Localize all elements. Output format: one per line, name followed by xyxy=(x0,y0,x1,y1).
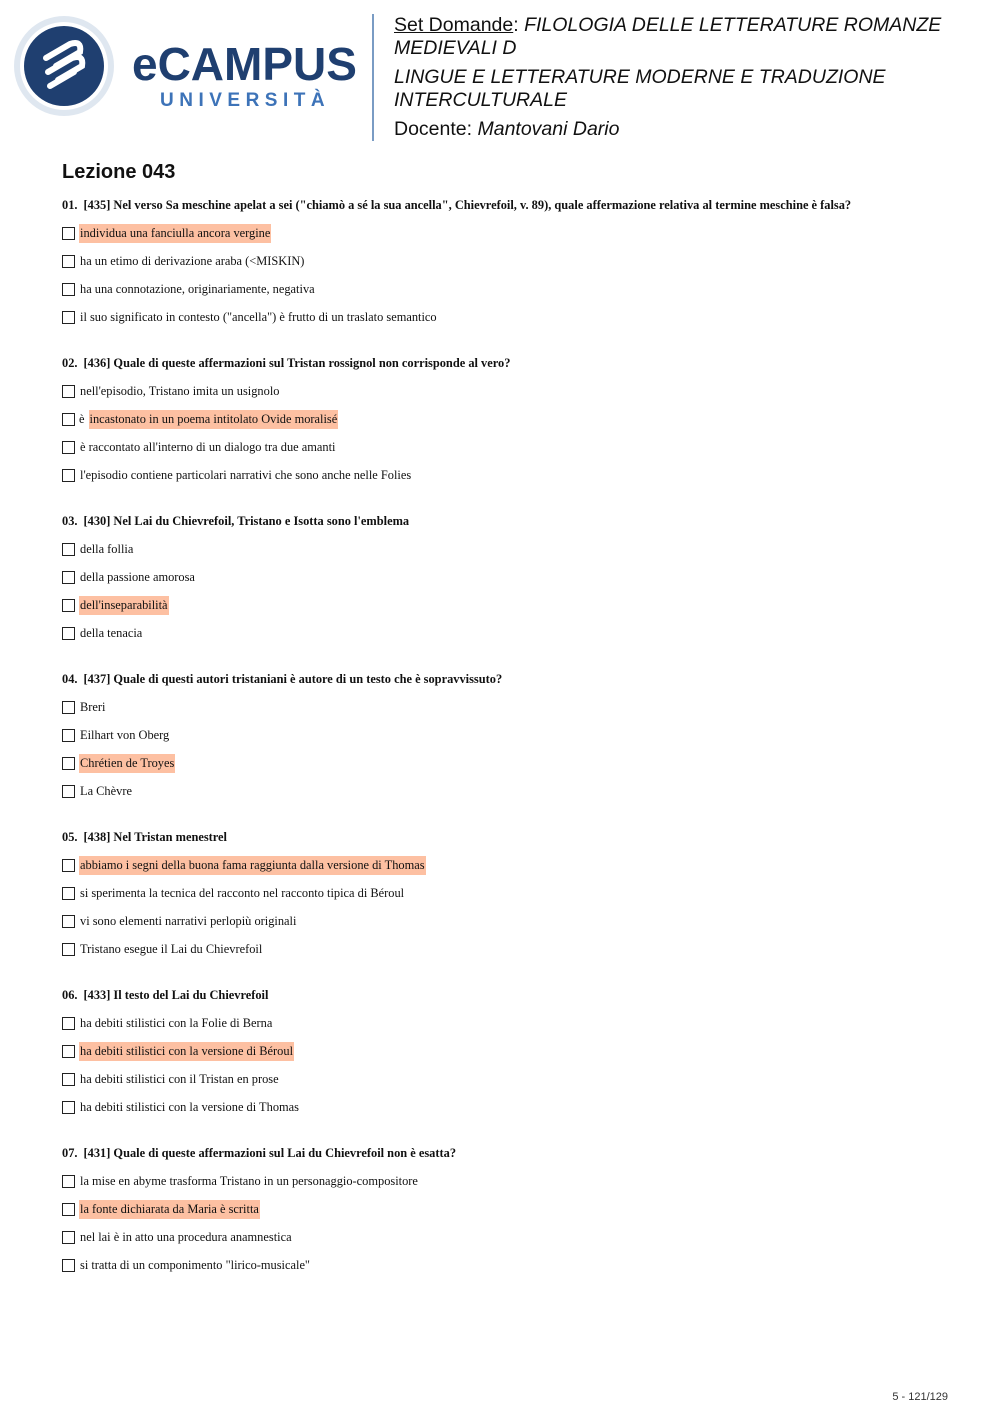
answer-option[interactable] xyxy=(62,619,962,647)
answer-option[interactable] xyxy=(62,461,962,489)
question-block xyxy=(62,670,962,805)
answer-text: il suo significato in contesto ("ancella") è frutto di un traslato semantico xyxy=(80,309,437,324)
ecampus-logo xyxy=(14,14,359,118)
degree-title-cont: INTERCULTURALE xyxy=(394,89,567,111)
question-label: [435] Nel verso Sa meschine apelat a sei ("chiamò a sé la sua ancella", Chievrefoil, v. 89), quale affermazione relativa al termine meschine è falsa? xyxy=(83,198,852,212)
answer-checkbox[interactable] xyxy=(62,571,75,584)
answer-option[interactable] xyxy=(62,1251,962,1279)
question-number: 06. xyxy=(62,988,78,1002)
answer-text: è raccontato all'interno di un dialogo tra due amanti xyxy=(80,439,336,454)
answer-text-highlighted: individua una fanciulla ancora vergine xyxy=(79,224,271,243)
answer-option[interactable] xyxy=(62,749,962,777)
question-label: [430] Nel Lai du Chievrefoil, Tristano e Isotta sono l'emblema xyxy=(83,514,410,528)
question-text xyxy=(62,828,962,846)
answer-text: ha un etimo di derivazione araba (<MISKIN) xyxy=(80,253,305,268)
answer-checkbox[interactable] xyxy=(62,543,75,556)
answer-text: della follia xyxy=(80,541,134,556)
answer-option[interactable] xyxy=(62,777,962,805)
answer-option[interactable] xyxy=(62,433,962,461)
answer-checkbox[interactable] xyxy=(62,413,75,426)
header-divider xyxy=(372,14,374,141)
course-title-cont: MEDIEVALI D xyxy=(394,37,517,59)
svg-text:UNIVERSITÀ: UNIVERSITÀ xyxy=(160,90,331,111)
lesson-title: Lezione 043 xyxy=(62,161,176,183)
answer-checkbox[interactable] xyxy=(62,1073,75,1086)
answer-option[interactable] xyxy=(62,247,962,275)
svg-text:eCAMPUS: eCAMPUS xyxy=(132,38,357,90)
answer-option[interactable] xyxy=(62,851,962,879)
answer-checkbox[interactable] xyxy=(62,385,75,398)
question-list xyxy=(62,196,962,1302)
answer-checkbox[interactable] xyxy=(62,311,75,324)
course-title: FILOLOGIA DELLE LETTERATURE ROMANZE xyxy=(524,14,942,36)
answer-text-highlighted: incastonato in un poema intitolato Ovide moralisé xyxy=(89,410,339,429)
answer-text: nel lai è in atto una procedura anamnestica xyxy=(80,1229,292,1244)
answer-checkbox[interactable] xyxy=(62,729,75,742)
answer-text-highlighted: la fonte dichiarata da Maria è scritta xyxy=(79,1200,260,1219)
docente-label: Docente: xyxy=(394,118,473,140)
page-number: 5 - 121/129 xyxy=(892,1391,948,1403)
answer-option[interactable] xyxy=(62,1009,962,1037)
answer-option[interactable] xyxy=(62,591,962,619)
answer-text: La Chèvre xyxy=(80,783,132,798)
answer-checkbox[interactable] xyxy=(62,887,75,900)
answer-text: la mise en abyme trasforma Tristano in un personaggio-compositore xyxy=(80,1173,418,1188)
question-label: [437] Quale di questi autori tristaniani è autore di un testo che è sopravvissuto? xyxy=(83,672,503,686)
question-number: 04. xyxy=(62,672,78,686)
answer-text: nell'episodio, Tristano imita un usignolo xyxy=(80,383,280,398)
question-number: 05. xyxy=(62,830,78,844)
answer-checkbox[interactable] xyxy=(62,255,75,268)
answer-option[interactable] xyxy=(62,693,962,721)
question-label: [431] Quale di queste affermazioni sul Lai du Chievrefoil non è esatta? xyxy=(83,1146,457,1160)
answer-checkbox[interactable] xyxy=(62,599,75,612)
docente-name: Mantovani Dario xyxy=(477,118,620,140)
answer-text: si tratta di un componimento "lirico-musicale" xyxy=(80,1257,310,1272)
answer-checkbox[interactable] xyxy=(62,915,75,928)
answer-checkbox[interactable] xyxy=(62,943,75,956)
answer-option[interactable] xyxy=(62,1195,962,1223)
question-block xyxy=(62,828,962,963)
document-header: Set Domande: FILOLOGIA DELLE LETTERATURE ROMANZE MEDIEVALI D LINGUE E LETTERATURE MODERNE E TRADUZIONE INTERCULTURALE Docente: Mantovani Dario xyxy=(394,14,974,141)
question-block xyxy=(62,1144,962,1279)
answer-checkbox[interactable] xyxy=(62,1231,75,1244)
answer-option[interactable] xyxy=(62,1093,962,1121)
answer-text: ha debiti stilistici con il Tristan en prose xyxy=(80,1071,279,1086)
answer-checkbox[interactable] xyxy=(62,1101,75,1114)
question-block xyxy=(62,986,962,1121)
question-number: 07. xyxy=(62,1146,78,1160)
question-number: 01. xyxy=(62,198,78,212)
answer-text-highlighted: dell'inseparabilità xyxy=(79,596,169,615)
answer-checkbox[interactable] xyxy=(62,1203,75,1216)
question-block xyxy=(62,512,962,647)
question-block xyxy=(62,354,962,489)
answer-text: della tenacia xyxy=(80,625,143,640)
answer-checkbox[interactable] xyxy=(62,1017,75,1030)
answer-option[interactable] xyxy=(62,405,962,433)
answer-checkbox[interactable] xyxy=(62,1045,75,1058)
answer-checkbox[interactable] xyxy=(62,227,75,240)
answer-option[interactable] xyxy=(62,1065,962,1093)
answer-option[interactable] xyxy=(62,1167,962,1195)
answer-text-highlighted: ha debiti stilistici con la versione di Béroul xyxy=(79,1042,294,1061)
answer-option[interactable] xyxy=(62,535,962,563)
question-text xyxy=(62,670,962,688)
question-block xyxy=(62,196,962,331)
answer-checkbox[interactable] xyxy=(62,701,75,714)
answer-text: ha debiti stilistici con la versione di Thomas xyxy=(80,1099,299,1114)
answer-text: ha debiti stilistici con la Folie di Berna xyxy=(80,1015,273,1030)
question-label: [436] Quale di queste affermazioni sul Tristan rossignol non corrisponde al vero? xyxy=(83,356,511,370)
answer-option[interactable] xyxy=(62,721,962,749)
answer-checkbox[interactable] xyxy=(62,283,75,296)
answer-checkbox[interactable] xyxy=(62,627,75,640)
answer-option[interactable] xyxy=(62,275,962,303)
answer-text: ha una connotazione, originariamente, negativa xyxy=(80,281,315,296)
answer-text: Tristano esegue il Lai du Chievrefoil xyxy=(80,941,263,956)
question-text xyxy=(62,512,962,530)
question-number: 02. xyxy=(62,356,78,370)
question-text xyxy=(62,196,962,214)
answer-text: l'episodio contiene particolari narrativi che sono anche nelle Folies xyxy=(80,467,412,482)
answer-checkbox[interactable] xyxy=(62,1259,75,1272)
answer-option[interactable] xyxy=(62,219,962,247)
answer-checkbox[interactable] xyxy=(62,859,75,872)
question-number: 03. xyxy=(62,514,78,528)
question-text xyxy=(62,986,962,1004)
answer-option[interactable] xyxy=(62,907,962,935)
answer-checkbox[interactable] xyxy=(62,441,75,454)
answer-option[interactable] xyxy=(62,563,962,591)
answer-option[interactable] xyxy=(62,935,962,963)
answer-option[interactable] xyxy=(62,879,962,907)
answer-option[interactable] xyxy=(62,377,962,405)
answer-text: si sperimenta la tecnica del racconto nel racconto tipica di Béroul xyxy=(80,885,405,900)
answer-text: Breri xyxy=(80,699,106,714)
question-label: [433] Il testo del Lai du Chievrefoil xyxy=(83,988,269,1002)
answer-checkbox[interactable] xyxy=(62,785,75,798)
answer-option[interactable] xyxy=(62,1037,962,1065)
degree-title: LINGUE E LETTERATURE MODERNE E TRADUZIONE xyxy=(394,66,886,88)
question-text xyxy=(62,1144,962,1162)
answer-checkbox[interactable] xyxy=(62,757,75,770)
answer-checkbox[interactable] xyxy=(62,1175,75,1188)
answer-text: Eilhart von Oberg xyxy=(80,727,170,742)
answer-checkbox[interactable] xyxy=(62,469,75,482)
answer-text-highlighted: abbiamo i segni della buona fama raggiunta dalla versione di Thomas xyxy=(79,856,426,875)
answer-text: vi sono elementi narrativi perlopiù originali xyxy=(80,913,297,928)
question-text xyxy=(62,354,962,372)
answer-text: della passione amorosa xyxy=(80,569,195,584)
question-label: [438] Nel Tristan menestrel xyxy=(83,830,227,844)
answer-prefix: è xyxy=(79,411,85,426)
set-label: Set Domande xyxy=(394,14,514,36)
answer-option[interactable] xyxy=(62,303,962,331)
answer-option[interactable] xyxy=(62,1223,962,1251)
answer-text-highlighted: Chrétien de Troyes xyxy=(79,754,175,773)
